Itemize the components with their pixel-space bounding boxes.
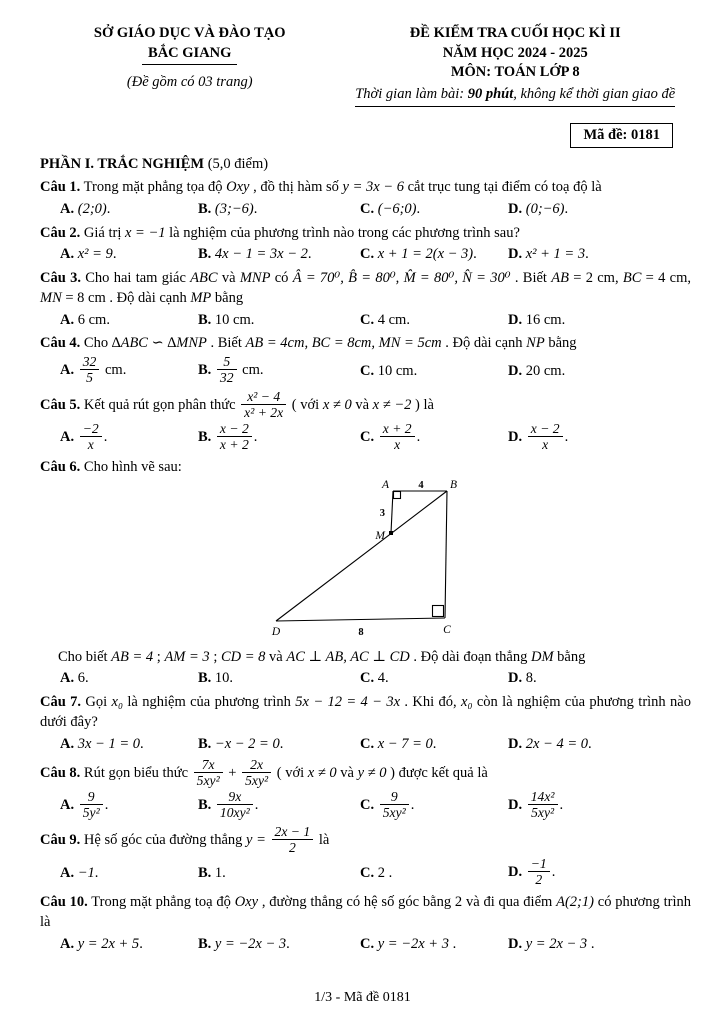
option-letter: A. — [60, 736, 75, 753]
question-10-body: Trong mặt phẳng toạ độ Oxy , đường thẳng có hệ số góc bằng 2 và đi qua điểm A(2;1) có phương trình là — [40, 893, 691, 931]
question-8-label: Câu 8. — [40, 764, 81, 781]
option-10b — [198, 934, 360, 955]
figure-label-d: D — [271, 626, 280, 639]
option-letter: C. — [360, 736, 375, 753]
option-9d — [508, 857, 691, 889]
option-value: (3;−6). — [214, 201, 258, 217]
option-5a — [60, 422, 198, 454]
question-7-body: Gọi x₀ là nghiệm của phương trình 5x − 12 = 4 − 3x . Khi đó, x₀ còn là nghiệm của phương trình nào dưới đây? — [40, 693, 691, 731]
option-letter: A. — [60, 935, 75, 952]
question-7 — [40, 692, 691, 755]
point-marker-m — [389, 531, 393, 535]
option-value: x² = 9. — [77, 246, 117, 263]
option-letter: D. — [508, 797, 523, 814]
option-8b — [198, 790, 360, 822]
option-value: 4 cm. — [377, 311, 410, 328]
question-4-body: Cho ∆ABC ∽ ∆MNP . Biết AB = 4cm, BC = 8cm, MN = 5cm . Độ dài cạnh NP bằng — [83, 335, 577, 352]
option-value: 16 cm. — [525, 311, 566, 328]
option-value: 2x − 4 = 0. — [525, 736, 592, 753]
question-5-label: Câu 5. — [40, 396, 81, 413]
question-6 — [40, 457, 691, 689]
option-9c — [360, 863, 508, 884]
option-2c — [360, 244, 508, 265]
option-value: 2 . — [377, 864, 393, 881]
option-4b — [198, 355, 360, 387]
option-value: $\frac{-1}{2}$ . — [526, 864, 556, 880]
option-letter: C. — [360, 246, 375, 263]
option-value: 6 cm. — [77, 311, 110, 328]
question-9-options — [40, 857, 691, 889]
figure-label-c: C — [442, 624, 451, 637]
question-1-options — [40, 199, 691, 220]
part1-points: (5,0 điểm) — [207, 155, 269, 172]
option-10d — [508, 934, 691, 955]
option-letter: B. — [198, 429, 212, 446]
option-8c — [360, 790, 508, 822]
option-letter: A. — [60, 362, 75, 379]
part1-label: PHẦN I. TRẮC NGHIỆM — [40, 155, 205, 172]
school-year: NĂM HỌC 2024 - 2025 — [442, 44, 588, 61]
option-letter: A. — [60, 864, 75, 881]
question-2-label: Câu 2. — [40, 224, 81, 241]
question-5-text — [40, 390, 691, 422]
exam-header — [40, 24, 691, 107]
question-1 — [40, 177, 691, 219]
question-3-label: Câu 3. — [40, 269, 81, 286]
question-4 — [40, 333, 691, 386]
option-2a — [60, 244, 198, 265]
option-value: $\frac{x - 2}{x + 2}$ . — [215, 429, 258, 445]
option-letter: D. — [508, 429, 523, 446]
option-letter: A. — [60, 201, 75, 217]
question-9-text — [40, 825, 691, 857]
question-6-label: Câu 6. — [40, 458, 81, 475]
question-3-body: Cho hai tam giác ABC và MNP có Â = 70⁰, B̂ = 80⁰, M̂ = 80⁰, N̂ = 30⁰ . Biết AB = 2 cm, BC = 4 cm, MN = 8 cm . Độ dài cạnh MP bằng — [40, 269, 692, 307]
option-3a — [60, 310, 198, 331]
question-9-body: Hệ số góc của đường thẳng y = $\frac{2x - 1}{2}$ là — [83, 823, 330, 855]
option-5c — [360, 422, 508, 454]
figure-wrap — [40, 478, 691, 645]
option-8a — [60, 790, 198, 822]
option-value: y = −2x − 3. — [214, 935, 290, 952]
question-1-body: Trong mặt phẳng tọa độ Oxy , đồ thị hàm số y = 3x − 6 cắt trục tung tại điểm có toạ độ là — [83, 179, 602, 196]
option-letter: D. — [508, 670, 523, 687]
option-letter: A. — [60, 246, 75, 263]
question-6-body2: Cho biết AB = 4 ; AM = 3 ; CD = 8 và AC ⊥ AB, AC ⊥ CD . Độ dài đoạn thẳng DM bằng — [58, 648, 586, 665]
option-value: $\frac{x + 2}{x}$ . — [378, 429, 421, 445]
option-value: $\frac{-2}{x}$ . — [78, 429, 108, 445]
time-prefix: Thời gian làm bài: — [355, 85, 468, 102]
option-value: y = 2x − 3 . — [525, 935, 595, 952]
question-2 — [40, 223, 691, 265]
question-1-text — [40, 177, 691, 198]
pages-note: (Đề gồm có 03 trang) — [126, 74, 253, 91]
option-7d — [508, 734, 691, 755]
option-value: 10 cm. — [214, 311, 255, 328]
option-value: x + 1 = 2(x − 3). — [377, 246, 477, 263]
question-6-text — [40, 457, 691, 478]
question-3-options — [40, 310, 691, 331]
option-value: $\frac{9x}{\text{10xy²}}$ . — [215, 797, 258, 813]
option-value: 10. — [214, 670, 234, 687]
question-5-options — [40, 422, 691, 454]
question-2-options — [40, 244, 691, 265]
option-value: (0;−6). — [525, 201, 569, 217]
time-suffix: , không kể thời gian giao đề — [513, 85, 676, 102]
geometry-figure — [266, 478, 466, 638]
option-7b — [198, 734, 360, 755]
option-4d — [508, 361, 691, 382]
option-4c — [360, 361, 508, 382]
header-right — [339, 24, 691, 107]
option-1a — [60, 199, 198, 220]
figure-label-a: A — [381, 479, 389, 492]
question-6-text2 — [40, 647, 691, 668]
question-10-label: Câu 10. — [40, 893, 88, 910]
option-letter: C. — [360, 429, 375, 446]
question-4-options — [40, 355, 691, 387]
option-value: x − 7 = 0. — [377, 736, 437, 753]
option-letter: B. — [198, 311, 212, 328]
question-8-options — [40, 790, 691, 822]
option-letter: C. — [360, 201, 375, 217]
option-letter: B. — [198, 797, 212, 814]
question-5 — [40, 390, 691, 454]
option-value: 4x − 1 = 3x − 2. — [214, 246, 312, 263]
figure-length-ab: 4 — [417, 480, 424, 492]
question-6-options — [40, 668, 691, 689]
part1-title — [40, 154, 691, 175]
option-value: $\frac{9}{\text{5xy²}}$ . — [378, 797, 415, 813]
option-9a — [60, 863, 198, 884]
option-1c — [360, 199, 508, 220]
option-6a — [60, 668, 198, 689]
option-3c — [360, 310, 508, 331]
option-value: 10 cm. — [377, 362, 418, 379]
question-4-text — [40, 333, 691, 354]
option-8d — [508, 790, 691, 822]
exam-title: ĐỀ KIỂM TRA CUỐI HỌC KÌ II — [409, 25, 621, 41]
option-value: 8. — [525, 670, 537, 687]
question-10-text — [40, 892, 691, 933]
question-7-options — [40, 734, 691, 755]
option-value: $\frac{5}{32}$ cm. — [215, 362, 264, 378]
option-6d — [508, 668, 691, 689]
option-letter: B. — [198, 935, 212, 952]
segment-am — [391, 491, 393, 533]
option-7c — [360, 734, 508, 755]
option-10c — [360, 934, 508, 955]
figure-label-b: B — [449, 479, 457, 492]
option-10a — [60, 934, 198, 955]
right-angle-mark-a — [393, 492, 400, 499]
option-letter: B. — [198, 201, 212, 217]
option-7a — [60, 734, 198, 755]
time-value: 90 phút — [467, 85, 514, 102]
option-value: $\frac{x - 2}{x}$ . — [526, 429, 569, 445]
option-3b — [198, 310, 360, 331]
segment-cb — [445, 491, 447, 618]
question-10 — [40, 892, 691, 955]
question-8-body: Rút gọn biểu thức $\frac{7x}{\text{5xy²}}$ + $\frac{2x}{\text{5xy²}}$ ( với x ≠ 0 và y ≠ 0 ) được kết quả là — [83, 756, 488, 788]
option-value: (−6;0). — [377, 201, 421, 217]
option-4a — [60, 355, 198, 387]
option-letter: C. — [360, 670, 375, 687]
header-left — [40, 24, 339, 107]
figure-length-dc: 8 — [357, 627, 364, 639]
question-2-body: Giá trị x = −1 là nghiệm của phương trình nào trong các phương trình sau? — [83, 224, 520, 241]
time-note — [355, 84, 675, 108]
option-6c — [360, 668, 508, 689]
option-letter: B. — [198, 246, 212, 263]
question-4-label: Câu 4. — [40, 335, 81, 352]
option-letter: A. — [60, 311, 75, 328]
page-footer: 1/3 - Mã đề 0181 — [314, 990, 411, 1006]
option-6b — [198, 668, 360, 689]
question-7-text — [40, 692, 691, 733]
option-letter: D. — [508, 935, 523, 952]
option-2b — [198, 244, 360, 265]
option-letter: B. — [198, 670, 212, 687]
option-2d — [508, 244, 691, 265]
option-letter: B. — [198, 362, 212, 379]
option-letter: A. — [60, 670, 75, 687]
option-5b — [198, 422, 360, 454]
exam-code-box: Mã đề: 0181 — [570, 123, 673, 148]
option-value: 3x − 1 = 0. — [77, 736, 144, 753]
option-value: $\frac{32}{5}$ cm. — [78, 362, 127, 378]
question-10-options — [40, 934, 691, 955]
option-value: $\frac{9}{\text{5y²}}$ . — [78, 797, 109, 813]
option-value: −1. — [77, 864, 99, 881]
issuer-name: SỞ GIÁO DỤC VÀ ĐÀO TẠO — [93, 25, 286, 41]
option-value: x² + 1 = 3. — [525, 246, 589, 263]
question-3-text — [40, 268, 691, 309]
figure-label-m: M — [374, 530, 385, 543]
option-value: $\frac{\text{14x²}}{\text{5xy²}}$ . — [526, 797, 563, 813]
exam-code-row — [40, 123, 673, 148]
option-letter: A. — [60, 797, 75, 814]
option-value: 20 cm. — [525, 362, 566, 379]
option-value: 1. — [214, 864, 226, 881]
option-letter: D. — [508, 311, 523, 328]
option-letter: D. — [508, 246, 523, 263]
issuer-province: BẮC GIANG — [142, 44, 237, 66]
figure-length-am: 3 — [379, 508, 385, 520]
option-letter: C. — [360, 935, 375, 952]
subject: MÔN: TOÁN LỚP 8 — [450, 64, 580, 81]
segment-bd — [276, 491, 447, 621]
question-2-text — [40, 223, 691, 244]
question-7-label: Câu 7. — [40, 693, 82, 710]
segment-dc — [276, 618, 445, 621]
option-value: (2;0). — [77, 201, 111, 217]
option-9b — [198, 863, 360, 884]
option-letter: C. — [360, 864, 375, 881]
option-letter: A. — [60, 429, 75, 446]
option-letter: C. — [360, 311, 375, 328]
question-8-text — [40, 758, 691, 790]
option-letter: D. — [508, 736, 523, 753]
option-value: 6. — [77, 670, 89, 687]
question-3 — [40, 268, 691, 331]
option-letter: D. — [508, 362, 523, 379]
question-9 — [40, 825, 691, 889]
question-8 — [40, 758, 691, 822]
option-letter: C. — [360, 797, 375, 814]
option-letter: B. — [198, 736, 212, 753]
option-1d — [508, 199, 691, 220]
option-1b — [198, 199, 360, 220]
option-letter: D. — [508, 201, 523, 217]
option-value: y = −2x + 3 . — [377, 935, 457, 952]
option-5d — [508, 422, 691, 454]
option-letter: D. — [508, 864, 523, 881]
option-value: 4. — [377, 670, 389, 687]
option-3d — [508, 310, 691, 331]
option-value: y = 2x + 5. — [77, 935, 143, 952]
question-1-label: Câu 1. — [40, 179, 81, 196]
question-5-body: Kết quả rút gọn phân thức $\frac{\text{x² − 4}}{\text{x² + 2x}}$ ( với x ≠ 0 và x ≠ −2 ) là — [83, 388, 434, 420]
option-letter: B. — [198, 864, 212, 881]
right-angle-mark-c — [432, 606, 443, 617]
option-letter: C. — [360, 362, 375, 379]
option-value: −x − 2 = 0. — [214, 736, 284, 753]
question-6-body: Cho hình vẽ sau: — [83, 458, 182, 475]
question-9-label: Câu 9. — [40, 831, 81, 848]
